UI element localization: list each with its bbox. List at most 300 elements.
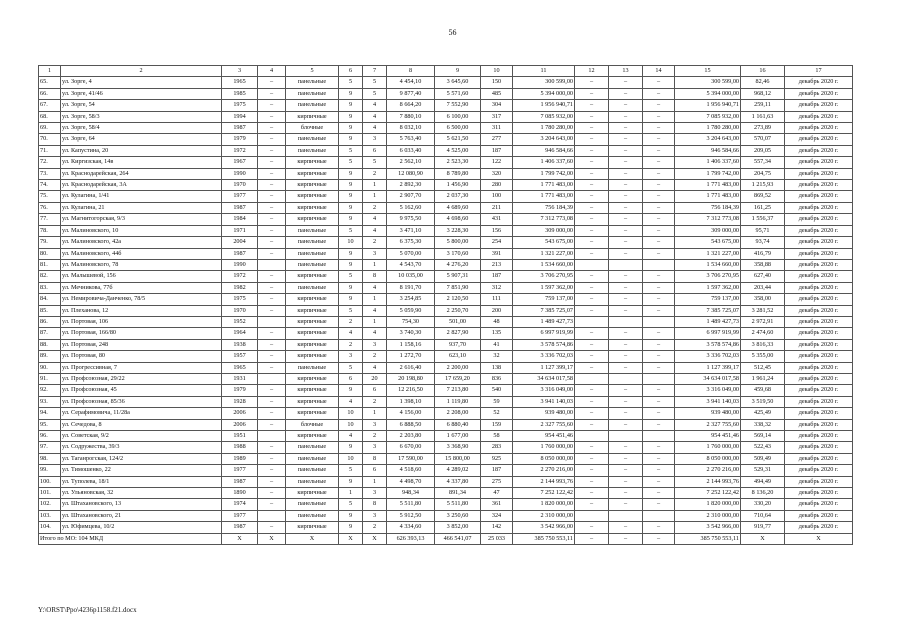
- table-cell: 75.: [39, 191, 61, 202]
- table-cell: ул. Штахановского, 13: [61, 499, 222, 510]
- table-cell: 1 556,37: [741, 214, 785, 225]
- table-cell: 4 525,00: [435, 145, 481, 156]
- table-cell: –: [258, 351, 286, 362]
- table-cell: кирпичные: [286, 522, 339, 533]
- table-cell: 2 144 993,76: [675, 476, 741, 487]
- table-cell: –: [609, 77, 643, 88]
- table-cell: декабрь 2020 г.: [785, 191, 853, 202]
- table-cell: 7 085 932,00: [513, 111, 575, 122]
- table-cell: –: [643, 123, 675, 134]
- table-row: [39, 168, 853, 179]
- table-cell: 4: [363, 328, 387, 339]
- table-cell: 1971: [222, 225, 258, 236]
- table-cell: 4 689,60: [435, 202, 481, 213]
- table-row: [39, 499, 853, 510]
- table-cell: 2: [363, 168, 387, 179]
- total-row: [39, 533, 853, 544]
- table-cell: 7 312 773,08: [675, 214, 741, 225]
- table-cell: 259,11: [741, 100, 785, 111]
- table-cell: [643, 259, 675, 270]
- table-cell: 15 800,00: [435, 453, 481, 464]
- table-cell: 3 542 966,00: [675, 522, 741, 533]
- table-cell: ул. Штахановского, 21: [61, 510, 222, 521]
- table-cell: 2: [363, 351, 387, 362]
- table-cell: декабрь 2020 г.: [785, 465, 853, 476]
- table-cell: 1 534 660,00: [675, 259, 741, 270]
- table-cell: 1: [363, 180, 387, 191]
- table-cell: [258, 316, 286, 327]
- table-row: [39, 351, 853, 362]
- table-cell: –: [575, 123, 609, 134]
- table-cell: 4 334,60: [387, 522, 435, 533]
- table-cell: 3: [363, 488, 387, 499]
- table-cell: –: [643, 145, 675, 156]
- table-cell: 3 204 643,00: [513, 134, 575, 145]
- table-cell: 623,10: [435, 351, 481, 362]
- table-cell: ул. Магнитогорская, 9/3: [61, 214, 222, 225]
- table-cell: 3 336 702,03: [675, 351, 741, 362]
- table-cell: 10: [339, 237, 363, 248]
- table-cell: –: [575, 408, 609, 419]
- table-cell: 2 310 000,00: [675, 510, 741, 521]
- table-cell: 2 972,91: [741, 316, 785, 327]
- table-cell: –: [609, 282, 643, 293]
- table-cell: ул. Прогрессивная, 7: [61, 362, 222, 373]
- table-row: [39, 488, 853, 499]
- table-cell: 122: [481, 157, 513, 168]
- table-cell: ул. Краснодарейская, 3А: [61, 180, 222, 191]
- table-cell: –: [643, 476, 675, 487]
- table-cell: 416,79: [741, 248, 785, 259]
- table-row: [39, 157, 853, 168]
- table-row: [39, 294, 853, 305]
- table-cell: 95,71: [741, 225, 785, 236]
- table-cell: 2006: [222, 408, 258, 419]
- table-cell: ул. Зорге, 41/46: [61, 88, 222, 99]
- table-cell: ул. Ульяновская, 32: [61, 488, 222, 499]
- table-cell: –: [258, 499, 286, 510]
- table-cell: ул. Портовая, 106: [61, 316, 222, 327]
- table-cell: –: [609, 351, 643, 362]
- table-cell: кирпичные: [286, 214, 339, 225]
- table-cell: 10 035,00: [387, 271, 435, 282]
- table-cell: –: [258, 339, 286, 350]
- table-cell: 1 677,00: [435, 431, 481, 442]
- table-cell: панельные: [286, 282, 339, 293]
- table-cell: 3 578 574,86: [513, 339, 575, 350]
- table-cell: 76.: [39, 202, 61, 213]
- table-cell: –: [575, 305, 609, 316]
- table-cell: –: [575, 385, 609, 396]
- table-cell: 6 375,30: [387, 237, 435, 248]
- table-cell: –: [575, 351, 609, 362]
- table-cell: 946 584,66: [675, 145, 741, 156]
- table-cell: –: [609, 465, 643, 476]
- table-cell: 954 451,46: [513, 431, 575, 442]
- table-cell: [609, 316, 643, 327]
- table-cell: 9: [339, 442, 363, 453]
- table-cell: –: [609, 214, 643, 225]
- table-cell: 9: [339, 282, 363, 293]
- table-cell: кирпичные: [286, 351, 339, 362]
- table-cell: 100: [481, 191, 513, 202]
- table-cell: 1 119,80: [435, 396, 481, 407]
- table-cell: 3: [363, 510, 387, 521]
- column-number: 16: [741, 66, 785, 77]
- table-cell: 211: [481, 202, 513, 213]
- table-cell: 317: [481, 111, 513, 122]
- table-cell: 5 059,90: [387, 305, 435, 316]
- table-cell: 338,32: [741, 419, 785, 430]
- table-cell: декабрь 2020 г.: [785, 488, 853, 499]
- table-cell: 3 645,60: [435, 77, 481, 88]
- table-cell: 5: [339, 145, 363, 156]
- column-number: 4: [258, 66, 286, 77]
- table-cell: –: [643, 180, 675, 191]
- table-cell: 1979: [222, 385, 258, 396]
- table-cell: 5: [339, 157, 363, 168]
- column-number: 9: [435, 66, 481, 77]
- table-cell: 1974: [222, 499, 258, 510]
- table-cell: 10: [339, 419, 363, 430]
- table-cell: –: [609, 271, 643, 282]
- table-cell: 96.: [39, 431, 61, 442]
- table-cell: 1 597 362,00: [675, 282, 741, 293]
- table-cell: 1 780 280,00: [513, 123, 575, 134]
- table-cell: 4: [363, 214, 387, 225]
- table-cell: 1 406 337,60: [675, 157, 741, 168]
- table-cell: 8 136,20: [741, 488, 785, 499]
- table-cell: 4 337,80: [435, 476, 481, 487]
- table-cell: 86.: [39, 316, 61, 327]
- table-cell: –: [258, 100, 286, 111]
- table-cell: 3: [363, 442, 387, 453]
- table-cell: 9: [339, 111, 363, 122]
- table-cell: 3 281,52: [741, 305, 785, 316]
- table-cell: –: [258, 191, 286, 202]
- table-cell: 20 198,80: [387, 373, 435, 384]
- table-cell: панельные: [286, 225, 339, 236]
- table-cell: –: [643, 442, 675, 453]
- table-cell: 4: [339, 328, 363, 339]
- table-cell: –: [643, 77, 675, 88]
- table-cell: 6 997 919,99: [675, 328, 741, 339]
- table-cell: кирпичные: [286, 385, 339, 396]
- table-cell: декабрь 2020 г.: [785, 134, 853, 145]
- table-cell: 5 763,40: [387, 134, 435, 145]
- table-cell: 94.: [39, 408, 61, 419]
- table-cell: ул. Кулагина, 21: [61, 202, 222, 213]
- table-cell: 5 394 000,00: [675, 88, 741, 99]
- table-cell: ул. Зорге, 54: [61, 100, 222, 111]
- table-cell: декабрь 2020 г.: [785, 77, 853, 88]
- table-cell: ул. Зорге, 58/4: [61, 123, 222, 134]
- table-cell: 509,49: [741, 453, 785, 464]
- table-cell: –: [643, 88, 675, 99]
- table-cell: 358,00: [741, 294, 785, 305]
- table-cell: –: [609, 522, 643, 533]
- table-row: [39, 385, 853, 396]
- table-cell: панельные: [286, 134, 339, 145]
- table-cell: 72.: [39, 157, 61, 168]
- table-cell: [609, 431, 643, 442]
- table-cell: –: [258, 214, 286, 225]
- table-cell: декабрь 2020 г.: [785, 294, 853, 305]
- table-cell: 81.: [39, 259, 61, 270]
- table-cell: 4: [339, 431, 363, 442]
- table-cell: 1987: [222, 202, 258, 213]
- table-cell: 6 880,40: [435, 419, 481, 430]
- table-cell: 3: [363, 248, 387, 259]
- table-cell: [609, 373, 643, 384]
- table-cell: –: [643, 237, 675, 248]
- table-cell: 324: [481, 510, 513, 521]
- table-cell: ул. Зорге, 58/3: [61, 111, 222, 122]
- table-cell: декабрь 2020 г.: [785, 453, 853, 464]
- table-cell: –: [575, 168, 609, 179]
- table-cell: панельные: [286, 145, 339, 156]
- table-cell: –: [575, 294, 609, 305]
- table-cell: –: [575, 522, 609, 533]
- column-number: 8: [387, 66, 435, 77]
- table-cell: 209,05: [741, 145, 785, 156]
- table-cell: 6 100,00: [435, 111, 481, 122]
- table-cell: 2: [339, 339, 363, 350]
- table-cell: 8 191,70: [387, 282, 435, 293]
- table-cell: 95.: [39, 419, 61, 430]
- table-cell: 1 161,63: [741, 111, 785, 122]
- table-cell: 93,74: [741, 237, 785, 248]
- table-cell: 756 184,39: [513, 202, 575, 213]
- total-cell: X: [286, 533, 339, 544]
- table-cell: 1928: [222, 396, 258, 407]
- table-cell: –: [609, 339, 643, 350]
- table-cell: 111: [481, 294, 513, 305]
- table-cell: [609, 510, 643, 521]
- table-cell: декабрь 2020 г.: [785, 88, 853, 99]
- table-cell: 1964: [222, 328, 258, 339]
- table-cell: панельные: [286, 259, 339, 270]
- header-row: [39, 66, 853, 77]
- table-cell: 948,34: [387, 488, 435, 499]
- table-cell: 1972: [222, 271, 258, 282]
- table-row: [39, 180, 853, 191]
- table-cell: –: [258, 88, 286, 99]
- table-cell: 200: [481, 305, 513, 316]
- table-cell: –: [609, 453, 643, 464]
- table-cell: 7 552,90: [435, 100, 481, 111]
- table-row: [39, 522, 853, 533]
- table-cell: –: [575, 453, 609, 464]
- table-cell: –: [258, 396, 286, 407]
- table-cell: –: [609, 305, 643, 316]
- table-cell: 1 956 940,71: [675, 100, 741, 111]
- table-cell: 4 454,10: [387, 77, 435, 88]
- table-cell: 309 000,00: [513, 225, 575, 236]
- table-cell: 48: [481, 316, 513, 327]
- table-cell: 68.: [39, 111, 61, 122]
- table-cell: –: [609, 385, 643, 396]
- table-cell: [575, 510, 609, 521]
- table-cell: 52: [481, 408, 513, 419]
- table-cell: 2 310 000,00: [513, 510, 575, 521]
- table-cell: 91.: [39, 373, 61, 384]
- table-cell: 203,44: [741, 282, 785, 293]
- table-cell: блочные: [286, 419, 339, 430]
- total-cell: 466 541,07: [435, 533, 481, 544]
- table-cell: –: [575, 100, 609, 111]
- table-cell: [258, 373, 286, 384]
- table-cell: 1: [339, 488, 363, 499]
- table-cell: 954 451,46: [675, 431, 741, 442]
- table-cell: –: [609, 123, 643, 134]
- table-cell: декабрь 2020 г.: [785, 385, 853, 396]
- table-cell: 7 385 725,07: [513, 305, 575, 316]
- table-row: [39, 362, 853, 373]
- table-cell: –: [258, 442, 286, 453]
- table-cell: 9: [339, 476, 363, 487]
- column-number: 11: [513, 66, 575, 77]
- table-cell: 3 816,33: [741, 339, 785, 350]
- table-cell: 2: [339, 316, 363, 327]
- table-cell: 84.: [39, 294, 61, 305]
- table-cell: 3 316 049,00: [675, 385, 741, 396]
- table-cell: –: [258, 145, 286, 156]
- table-cell: 946 584,66: [513, 145, 575, 156]
- table-cell: –: [643, 453, 675, 464]
- table-cell: 8 789,80: [435, 168, 481, 179]
- table-cell: 9: [339, 510, 363, 521]
- table-cell: 1965: [222, 362, 258, 373]
- table-cell: 90.: [39, 362, 61, 373]
- table-cell: 1: [363, 191, 387, 202]
- table-cell: [643, 373, 675, 384]
- file-path: Y:\ORST\Ppo\4236p1158.f21.docx: [38, 606, 137, 614]
- table-cell: декабрь 2020 г.: [785, 510, 853, 521]
- table-cell: 1977: [222, 465, 258, 476]
- table-cell: –: [258, 362, 286, 373]
- table-cell: 361: [481, 499, 513, 510]
- table-cell: 1 799 742,00: [675, 168, 741, 179]
- table-cell: –: [258, 328, 286, 339]
- table-cell: –: [643, 339, 675, 350]
- table-cell: ул. Малышевой, 156: [61, 271, 222, 282]
- column-number: 6: [339, 66, 363, 77]
- table-cell: панельные: [286, 510, 339, 521]
- table-cell: –: [258, 385, 286, 396]
- table-cell: 7 851,90: [435, 282, 481, 293]
- table-cell: –: [575, 499, 609, 510]
- table-cell: 8: [363, 453, 387, 464]
- table-cell: 1951: [222, 431, 258, 442]
- table-cell: –: [258, 202, 286, 213]
- table-cell: 627,40: [741, 271, 785, 282]
- table-cell: 2 327 755,60: [513, 419, 575, 430]
- table-cell: [643, 510, 675, 521]
- table-cell: –: [258, 465, 286, 476]
- table-cell: 5 070,00: [387, 248, 435, 259]
- table-cell: 9: [339, 123, 363, 134]
- table-cell: 1965: [222, 77, 258, 88]
- table-cell: декабрь 2020 г.: [785, 362, 853, 373]
- table-cell: декабрь 2020 г.: [785, 157, 853, 168]
- table-cell: 919,77: [741, 522, 785, 533]
- table-cell: 3: [363, 339, 387, 350]
- table-cell: –: [575, 88, 609, 99]
- table-cell: 4 543,70: [387, 259, 435, 270]
- table-cell: 2: [363, 237, 387, 248]
- total-cell: 385 750 553,11: [675, 533, 741, 544]
- table-cell: 70.: [39, 134, 61, 145]
- table-cell: –: [258, 271, 286, 282]
- table-cell: 5: [363, 77, 387, 88]
- table-cell: –: [575, 488, 609, 499]
- table-cell: 85.: [39, 305, 61, 316]
- table-cell: –: [643, 351, 675, 362]
- table-cell: 300 599,00: [675, 77, 741, 88]
- table-cell: 6 033,40: [387, 145, 435, 156]
- table-cell: 2004: [222, 237, 258, 248]
- table-cell: 1 215,93: [741, 180, 785, 191]
- table-cell: –: [575, 419, 609, 430]
- table-cell: 869,52: [741, 191, 785, 202]
- table-cell: кирпичные: [286, 111, 339, 122]
- table-cell: ул. Туполева, 18/1: [61, 476, 222, 487]
- table-cell: 87.: [39, 328, 61, 339]
- table-cell: 3 706 270,95: [675, 271, 741, 282]
- table-cell: 66.: [39, 88, 61, 99]
- table-cell: 1: [363, 316, 387, 327]
- table-cell: 213: [481, 259, 513, 270]
- table-row: [39, 316, 853, 327]
- table-cell: 1987: [222, 476, 258, 487]
- total-cell: 385 750 553,11: [513, 533, 575, 544]
- table-cell: 187: [481, 145, 513, 156]
- table-cell: 9 877,40: [387, 88, 435, 99]
- column-number: 5: [286, 66, 339, 77]
- table-cell: 529,31: [741, 465, 785, 476]
- table-cell: ул. Зорге, 4: [61, 77, 222, 88]
- table-row: [39, 373, 853, 384]
- table-cell: –: [575, 362, 609, 373]
- table-cell: –: [609, 488, 643, 499]
- table-cell: декабрь 2020 г.: [785, 305, 853, 316]
- table-cell: 7 213,80: [435, 385, 481, 396]
- table-cell: 89.: [39, 351, 61, 362]
- table-cell: –: [609, 442, 643, 453]
- total-cell: –: [575, 533, 609, 544]
- table-cell: –: [575, 157, 609, 168]
- table-cell: 501,00: [435, 316, 481, 327]
- table-cell: ул. Содружества, 39/3: [61, 442, 222, 453]
- table-cell: 3 316 049,00: [513, 385, 575, 396]
- table-row: [39, 259, 853, 270]
- table-cell: панельные: [286, 362, 339, 373]
- table-cell: 570,07: [741, 134, 785, 145]
- table-cell: –: [575, 111, 609, 122]
- table-cell: 754,30: [387, 316, 435, 327]
- table-cell: 1987: [222, 123, 258, 134]
- table-cell: 5 800,00: [435, 237, 481, 248]
- table-cell: панельные: [286, 100, 339, 111]
- table-row: [39, 453, 853, 464]
- table-cell: [609, 259, 643, 270]
- table-cell: 9: [339, 214, 363, 225]
- table-cell: ул. Зорге, 64: [61, 134, 222, 145]
- table-cell: 3 228,30: [435, 225, 481, 236]
- table-row: [39, 419, 853, 430]
- table-cell: –: [609, 294, 643, 305]
